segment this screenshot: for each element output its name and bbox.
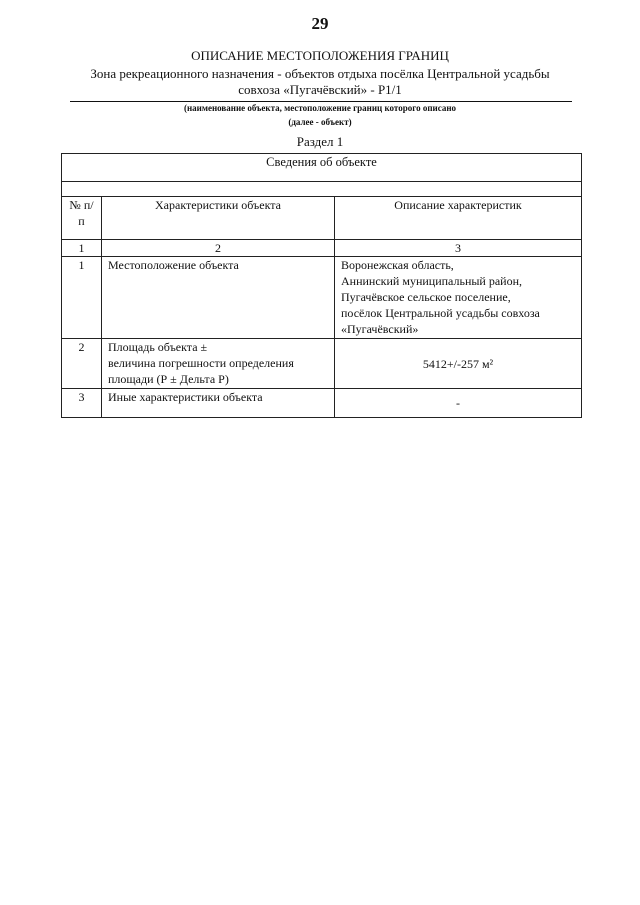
table-row — [62, 257, 582, 339]
underline-rule — [70, 101, 572, 102]
table-title-row — [62, 154, 582, 182]
text-line: Аннинский муниципальный район, — [341, 274, 523, 288]
row-description — [335, 339, 582, 389]
table-spacer-row — [62, 182, 582, 197]
text-line: Иные характеристики объекта — [108, 390, 263, 404]
row-description — [335, 257, 582, 339]
row-number: 2 — [62, 339, 102, 389]
header-characteristic: Характеристики объекта — [102, 197, 335, 240]
column-number: 2 — [102, 240, 335, 257]
text-line: Местоположение объекта — [108, 258, 239, 272]
row-number: 1 — [62, 257, 102, 339]
header-no: № п/п — [62, 197, 102, 240]
table-spacer-cell — [62, 182, 582, 197]
text-line: 5412+/-257 м² — [422, 356, 494, 371]
caption-line-2: (далее - объект) — [288, 117, 352, 127]
row-characteristic — [102, 257, 335, 339]
row-characteristic — [102, 389, 335, 418]
object-info-table — [61, 153, 582, 418]
row-description — [335, 389, 582, 418]
row-characteristic — [102, 339, 335, 389]
text-line: Площадь объекта ± — [108, 340, 208, 354]
column-number-row — [62, 240, 582, 257]
text-line: посёлок Центральной усадьбы совхоза — [341, 306, 540, 320]
text-line: величина погрешности определения — [108, 356, 294, 370]
text-line: Пугачёвское сельское поселение, — [341, 290, 511, 304]
object-name-line-1: Зона рекреационного назначения - объектов отдыха посёлка Центральной усадьбы — [90, 66, 550, 81]
table-header-row — [62, 197, 582, 240]
section-heading: Раздел 1 — [296, 134, 344, 149]
text-line: - — [456, 396, 461, 410]
column-number: 3 — [335, 240, 582, 257]
table-row — [62, 389, 582, 418]
page-number: 29 — [311, 14, 329, 33]
table-row — [62, 339, 582, 389]
object-name — [70, 66, 570, 98]
table-title: Сведения об объекте — [62, 154, 582, 182]
caption-line-1: (наименование объекта, местоположение границ которого описано — [183, 103, 457, 113]
header-description: Описание характеристик — [335, 197, 582, 240]
row-number: 3 — [62, 389, 102, 418]
text-line: Воронежская область, — [341, 258, 454, 272]
column-number: 1 — [62, 240, 102, 257]
document-title: ОПИСАНИЕ МЕСТОПОЛОЖЕНИЯ ГРАНИЦ — [191, 48, 449, 63]
object-name-line-2: совхоза «Пугачёвский» - Р1/1 — [238, 82, 402, 97]
text-line: площади (Р ± Дельта Р) — [108, 372, 229, 386]
text-line: «Пугачёвский» — [341, 322, 419, 336]
